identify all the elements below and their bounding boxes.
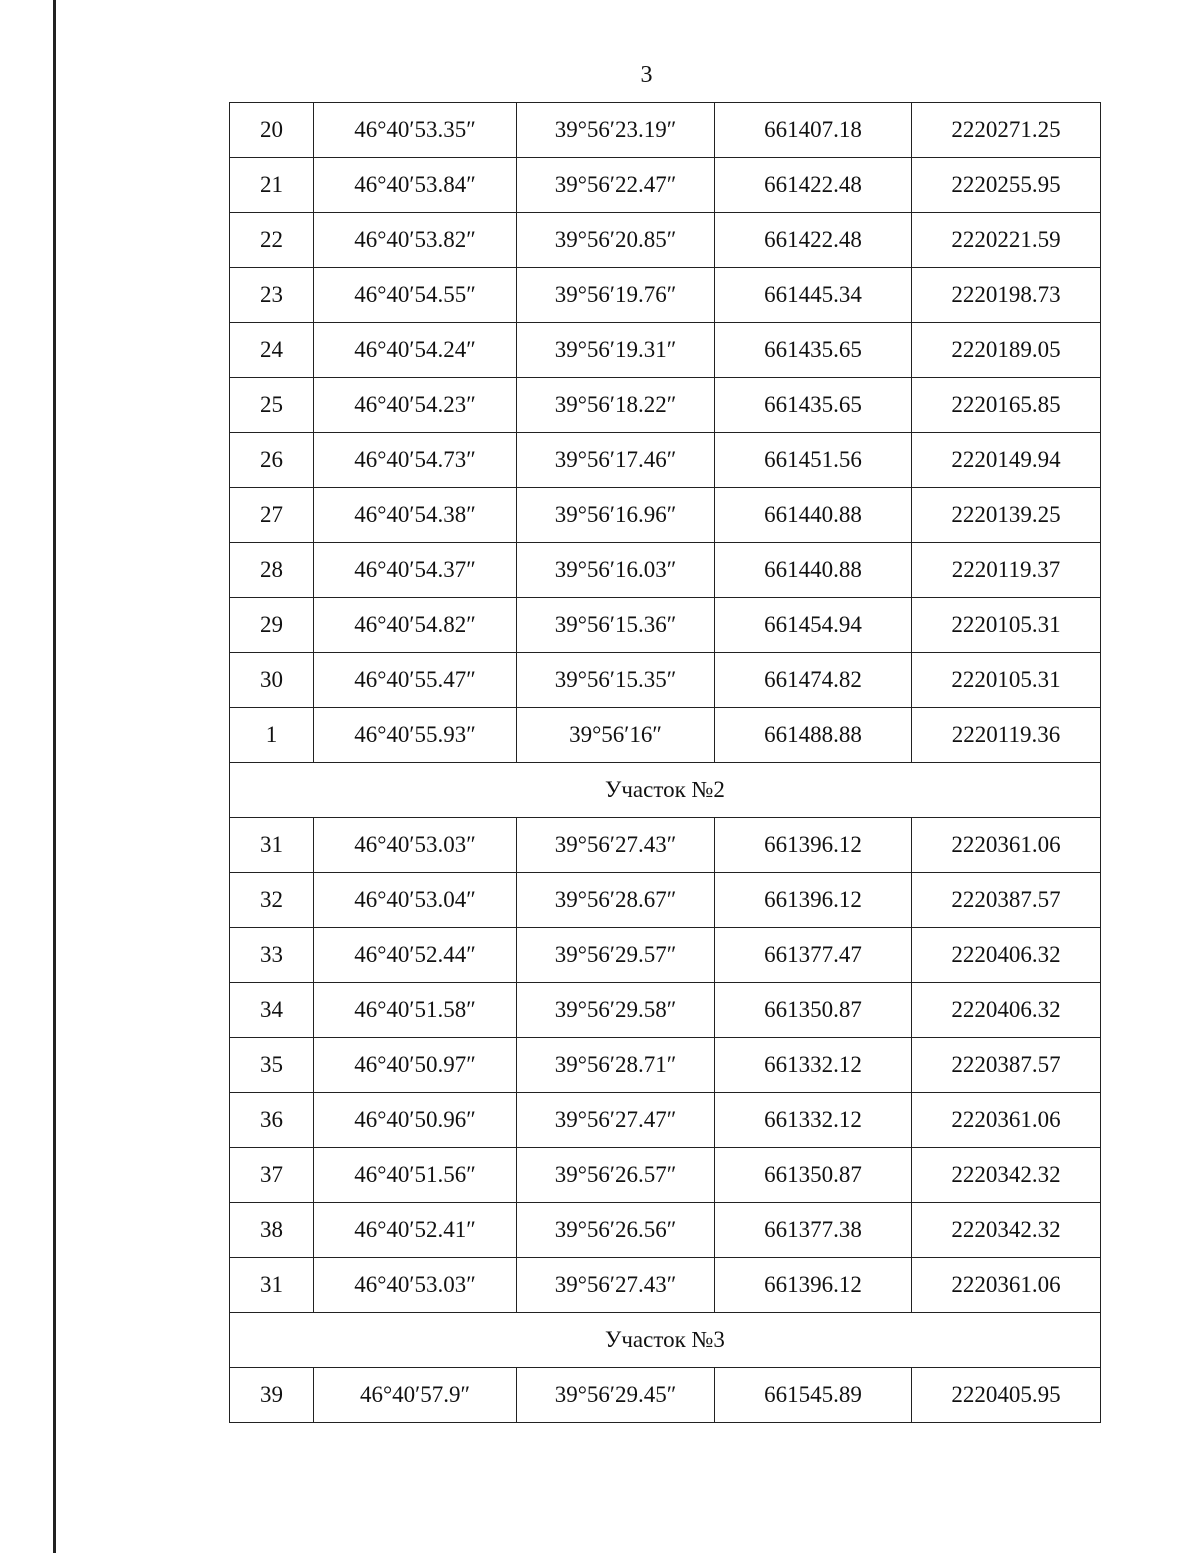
- table-row: [230, 213, 1101, 268]
- longitude-cell: 39°56′15.35″: [517, 653, 715, 708]
- longitude-cell: 39°56′26.56″: [517, 1203, 715, 1258]
- latitude-cell: 46°40′54.24″: [314, 323, 517, 378]
- longitude-cell: 39°56′20.85″: [517, 213, 715, 268]
- point-number-cell: 27: [230, 488, 314, 543]
- latitude-cell: 46°40′55.93″: [314, 708, 517, 763]
- point-number-cell: 1: [230, 708, 314, 763]
- table-row: [230, 598, 1101, 653]
- point-number-cell: 31: [230, 818, 314, 873]
- longitude-cell: 39°56′29.57″: [517, 928, 715, 983]
- point-number-cell: 35: [230, 1038, 314, 1093]
- y-coordinate-cell: 2220105.31: [912, 653, 1101, 708]
- latitude-cell: 46°40′54.37″: [314, 543, 517, 598]
- latitude-cell: 46°40′54.23″: [314, 378, 517, 433]
- x-coordinate-cell: 661396.12: [715, 818, 912, 873]
- y-coordinate-cell: 2220406.32: [912, 928, 1101, 983]
- y-coordinate-cell: 2220361.06: [912, 1258, 1101, 1313]
- y-coordinate-cell: 2220361.06: [912, 818, 1101, 873]
- x-coordinate-cell: 661440.88: [715, 543, 912, 598]
- x-coordinate-cell: 661422.48: [715, 158, 912, 213]
- x-coordinate-cell: 661332.12: [715, 1093, 912, 1148]
- latitude-cell: 46°40′53.82″: [314, 213, 517, 268]
- longitude-cell: 39°56′27.43″: [517, 1258, 715, 1313]
- section-header-row: [230, 763, 1101, 818]
- latitude-cell: 46°40′53.03″: [314, 1258, 517, 1313]
- longitude-cell: 39°56′29.58″: [517, 983, 715, 1038]
- y-coordinate-cell: 2220387.57: [912, 1038, 1101, 1093]
- y-coordinate-cell: 2220221.59: [912, 213, 1101, 268]
- x-coordinate-cell: 661407.18: [715, 103, 912, 158]
- latitude-cell: 46°40′53.84″: [314, 158, 517, 213]
- point-number-cell: 31: [230, 1258, 314, 1313]
- table-row: [230, 1203, 1101, 1258]
- y-coordinate-cell: 2220405.95: [912, 1368, 1101, 1423]
- x-coordinate-cell: 661435.65: [715, 378, 912, 433]
- point-number-cell: 28: [230, 543, 314, 598]
- point-number-cell: 34: [230, 983, 314, 1038]
- longitude-cell: 39°56′28.67″: [517, 873, 715, 928]
- longitude-cell: 39°56′16.03″: [517, 543, 715, 598]
- latitude-cell: 46°40′51.58″: [314, 983, 517, 1038]
- y-coordinate-cell: 2220387.57: [912, 873, 1101, 928]
- longitude-cell: 39°56′17.46″: [517, 433, 715, 488]
- x-coordinate-cell: 661435.65: [715, 323, 912, 378]
- y-coordinate-cell: 2220165.85: [912, 378, 1101, 433]
- longitude-cell: 39°56′19.31″: [517, 323, 715, 378]
- longitude-cell: 39°56′27.47″: [517, 1093, 715, 1148]
- x-coordinate-cell: 661396.12: [715, 873, 912, 928]
- longitude-cell: 39°56′16.96″: [517, 488, 715, 543]
- latitude-cell: 46°40′54.82″: [314, 598, 517, 653]
- x-coordinate-cell: 661377.38: [715, 1203, 912, 1258]
- longitude-cell: 39°56′15.36″: [517, 598, 715, 653]
- latitude-cell: 46°40′54.55″: [314, 268, 517, 323]
- point-number-cell: 26: [230, 433, 314, 488]
- section-title: Участок №3: [230, 1313, 1101, 1368]
- y-coordinate-cell: 2220361.06: [912, 1093, 1101, 1148]
- y-coordinate-cell: 2220119.37: [912, 543, 1101, 598]
- latitude-cell: 46°40′57.9″: [314, 1368, 517, 1423]
- x-coordinate-cell: 661488.88: [715, 708, 912, 763]
- y-coordinate-cell: 2220105.31: [912, 598, 1101, 653]
- y-coordinate-cell: 2220271.25: [912, 103, 1101, 158]
- table-row: [230, 653, 1101, 708]
- latitude-cell: 46°40′53.04″: [314, 873, 517, 928]
- point-number-cell: 36: [230, 1093, 314, 1148]
- x-coordinate-cell: 661350.87: [715, 1148, 912, 1203]
- y-coordinate-cell: 2220139.25: [912, 488, 1101, 543]
- longitude-cell: 39°56′26.57″: [517, 1148, 715, 1203]
- table-row: [230, 1258, 1101, 1313]
- table-row: [230, 928, 1101, 983]
- y-coordinate-cell: 2220189.05: [912, 323, 1101, 378]
- y-coordinate-cell: 2220406.32: [912, 983, 1101, 1038]
- table-row: [230, 1148, 1101, 1203]
- table-row: [230, 158, 1101, 213]
- table-row: [230, 983, 1101, 1038]
- coordinates-table: [229, 102, 1101, 1423]
- y-coordinate-cell: 2220198.73: [912, 268, 1101, 323]
- table-row: [230, 103, 1101, 158]
- x-coordinate-cell: 661545.89: [715, 1368, 912, 1423]
- table-row: [230, 708, 1101, 763]
- table-row: [230, 268, 1101, 323]
- latitude-cell: 46°40′52.44″: [314, 928, 517, 983]
- coordinates-table-body: [230, 103, 1101, 1423]
- longitude-cell: 39°56′29.45″: [517, 1368, 715, 1423]
- point-number-cell: 33: [230, 928, 314, 983]
- x-coordinate-cell: 661332.12: [715, 1038, 912, 1093]
- latitude-cell: 46°40′52.41″: [314, 1203, 517, 1258]
- table-row: [230, 1368, 1101, 1423]
- x-coordinate-cell: 661454.94: [715, 598, 912, 653]
- table-row: [230, 488, 1101, 543]
- page-number: 3: [640, 62, 653, 88]
- section-title: Участок №2: [230, 763, 1101, 818]
- x-coordinate-cell: 661377.47: [715, 928, 912, 983]
- table-row: [230, 323, 1101, 378]
- table-row: [230, 818, 1101, 873]
- x-coordinate-cell: 661474.82: [715, 653, 912, 708]
- table-row: [230, 873, 1101, 928]
- point-number-cell: 22: [230, 213, 314, 268]
- y-coordinate-cell: 2220149.94: [912, 433, 1101, 488]
- x-coordinate-cell: 661350.87: [715, 983, 912, 1038]
- latitude-cell: 46°40′53.03″: [314, 818, 517, 873]
- left-margin-rule: [53, 0, 56, 1553]
- latitude-cell: 46°40′50.96″: [314, 1093, 517, 1148]
- point-number-cell: 25: [230, 378, 314, 433]
- x-coordinate-cell: 661451.56: [715, 433, 912, 488]
- table-row: [230, 378, 1101, 433]
- point-number-cell: 20: [230, 103, 314, 158]
- table-row: [230, 1093, 1101, 1148]
- point-number-cell: 29: [230, 598, 314, 653]
- latitude-cell: 46°40′53.35″: [314, 103, 517, 158]
- point-number-cell: 24: [230, 323, 314, 378]
- point-number-cell: 23: [230, 268, 314, 323]
- point-number-cell: 39: [230, 1368, 314, 1423]
- latitude-cell: 46°40′50.97″: [314, 1038, 517, 1093]
- x-coordinate-cell: 661396.12: [715, 1258, 912, 1313]
- y-coordinate-cell: 2220342.32: [912, 1148, 1101, 1203]
- longitude-cell: 39°56′22.47″: [517, 158, 715, 213]
- longitude-cell: 39°56′23.19″: [517, 103, 715, 158]
- x-coordinate-cell: 661422.48: [715, 213, 912, 268]
- x-coordinate-cell: 661445.34: [715, 268, 912, 323]
- y-coordinate-cell: 2220255.95: [912, 158, 1101, 213]
- longitude-cell: 39°56′16″: [517, 708, 715, 763]
- section-header-row: [230, 1313, 1101, 1368]
- latitude-cell: 46°40′51.56″: [314, 1148, 517, 1203]
- longitude-cell: 39°56′27.43″: [517, 818, 715, 873]
- x-coordinate-cell: 661440.88: [715, 488, 912, 543]
- latitude-cell: 46°40′54.38″: [314, 488, 517, 543]
- table-row: [230, 433, 1101, 488]
- longitude-cell: 39°56′19.76″: [517, 268, 715, 323]
- point-number-cell: 32: [230, 873, 314, 928]
- y-coordinate-cell: 2220342.32: [912, 1203, 1101, 1258]
- table-row: [230, 543, 1101, 598]
- longitude-cell: 39°56′18.22″: [517, 378, 715, 433]
- y-coordinate-cell: 2220119.36: [912, 708, 1101, 763]
- point-number-cell: 21: [230, 158, 314, 213]
- latitude-cell: 46°40′54.73″: [314, 433, 517, 488]
- table-row: [230, 1038, 1101, 1093]
- longitude-cell: 39°56′28.71″: [517, 1038, 715, 1093]
- point-number-cell: 38: [230, 1203, 314, 1258]
- latitude-cell: 46°40′55.47″: [314, 653, 517, 708]
- point-number-cell: 37: [230, 1148, 314, 1203]
- point-number-cell: 30: [230, 653, 314, 708]
